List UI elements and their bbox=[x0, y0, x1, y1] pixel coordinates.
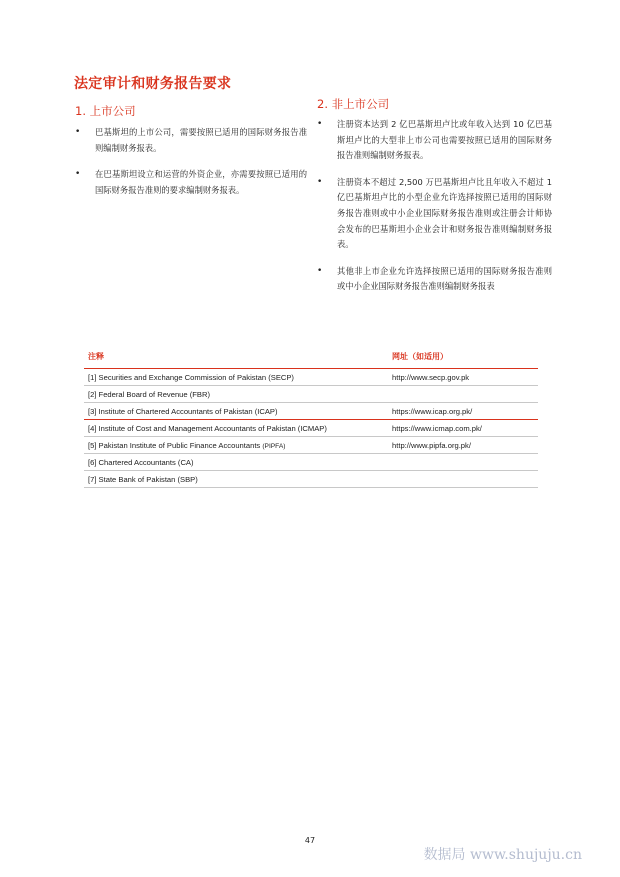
table-row bbox=[84, 386, 538, 403]
bullet-icon: • bbox=[317, 176, 323, 187]
url-link[interactable]: https://www.icmap.com.pk/ bbox=[388, 420, 538, 437]
url-link[interactable]: https://www.icap.org.pk/ bbox=[388, 403, 538, 420]
table-row bbox=[84, 454, 538, 471]
bullet-icon: • bbox=[75, 127, 81, 137]
header-note: 注释 bbox=[84, 348, 388, 369]
url-link[interactable]: http://www.pipfa.org.pk/ bbox=[388, 437, 538, 454]
table-row bbox=[84, 403, 538, 420]
list-item: • 巴基斯坦的上市公司，需要按照已适用的国际财务报告准则编制财务报表。 bbox=[75, 127, 307, 153]
url-cell bbox=[388, 471, 538, 488]
section-title-listed: 1. 上市公司 bbox=[75, 104, 136, 118]
list-item: • 其他非上市企业允许选择按照已适用的国际财务报告准则或中小企业国际财务报告准则编制财务报表 bbox=[317, 265, 552, 292]
table-header-row bbox=[84, 348, 538, 369]
note-text: [5] Pakistan Institute of Public Finance Accountants bbox=[88, 440, 263, 450]
table-row bbox=[84, 369, 538, 386]
note-cell: [3] Institute of Chartered Accountants of Pakistan (ICAP) bbox=[84, 403, 388, 420]
header-url: 网址（如适用） bbox=[388, 348, 538, 369]
bullet-icon: • bbox=[317, 265, 323, 276]
url-cell bbox=[388, 454, 538, 471]
note-cell: [2] Federal Board of Revenue (FBR) bbox=[84, 386, 388, 403]
note-cell: [6] Chartered Accountants (CA) bbox=[84, 454, 388, 471]
note-cell bbox=[84, 437, 388, 454]
note-cell: [4] Institute of Cost and Management Accountants of Pakistan (ICMAP) bbox=[84, 420, 388, 437]
listed-companies-column bbox=[75, 125, 307, 209]
watermark: 数据局 www.shujuju.cn bbox=[423, 847, 582, 863]
page-title: 法定审计和财务报告要求 bbox=[74, 76, 232, 92]
note-cell: [7] State Bank of Pakistan (SBP) bbox=[84, 471, 388, 488]
bullet-icon: • bbox=[75, 169, 81, 180]
note-cell: [1] Securities and Exchange Commission of Pakistan (SECP) bbox=[84, 369, 388, 386]
unlisted-companies-column bbox=[317, 117, 552, 306]
notes-table bbox=[84, 348, 538, 488]
url-cell bbox=[388, 386, 538, 403]
note-abbreviation: (PIPFA) bbox=[262, 442, 286, 450]
section-title-unlisted: 2. 非上市公司 bbox=[317, 97, 390, 111]
url-link[interactable]: http://www.secp.gov.pk bbox=[388, 369, 538, 386]
bullet-icon: • bbox=[317, 119, 323, 129]
page-number: 47 bbox=[304, 836, 316, 845]
list-item: • 在巴基斯坦设立和运营的外资企业，亦需要按照已适用的国际财务报告准则的要求编制财务报表。 bbox=[75, 169, 307, 195]
list-item: • 注册资本达到 2 亿巴基斯坦卢比或年收入达到 10 亿巴基斯坦卢比的大型非上市公司也需要按照已适用的国际财务报告准则编制财务报表。 bbox=[317, 119, 552, 161]
table-row bbox=[84, 420, 538, 437]
unlisted-companies-list bbox=[317, 117, 552, 295]
list-item: • 注册资本不超过 2,500 万巴基斯坦卢比且年收入不超过 1 亿巴基斯坦卢比的小型企业允许选择按照已适用的国际财务报告准则或中小企业国际财务报告准则或注册会计师协会发布的巴基斯坦小企业会计和财务报告准则编制财务报表。 bbox=[317, 176, 552, 250]
table-row bbox=[84, 437, 538, 454]
table-row bbox=[84, 471, 538, 488]
listed-companies-list bbox=[75, 125, 307, 198]
